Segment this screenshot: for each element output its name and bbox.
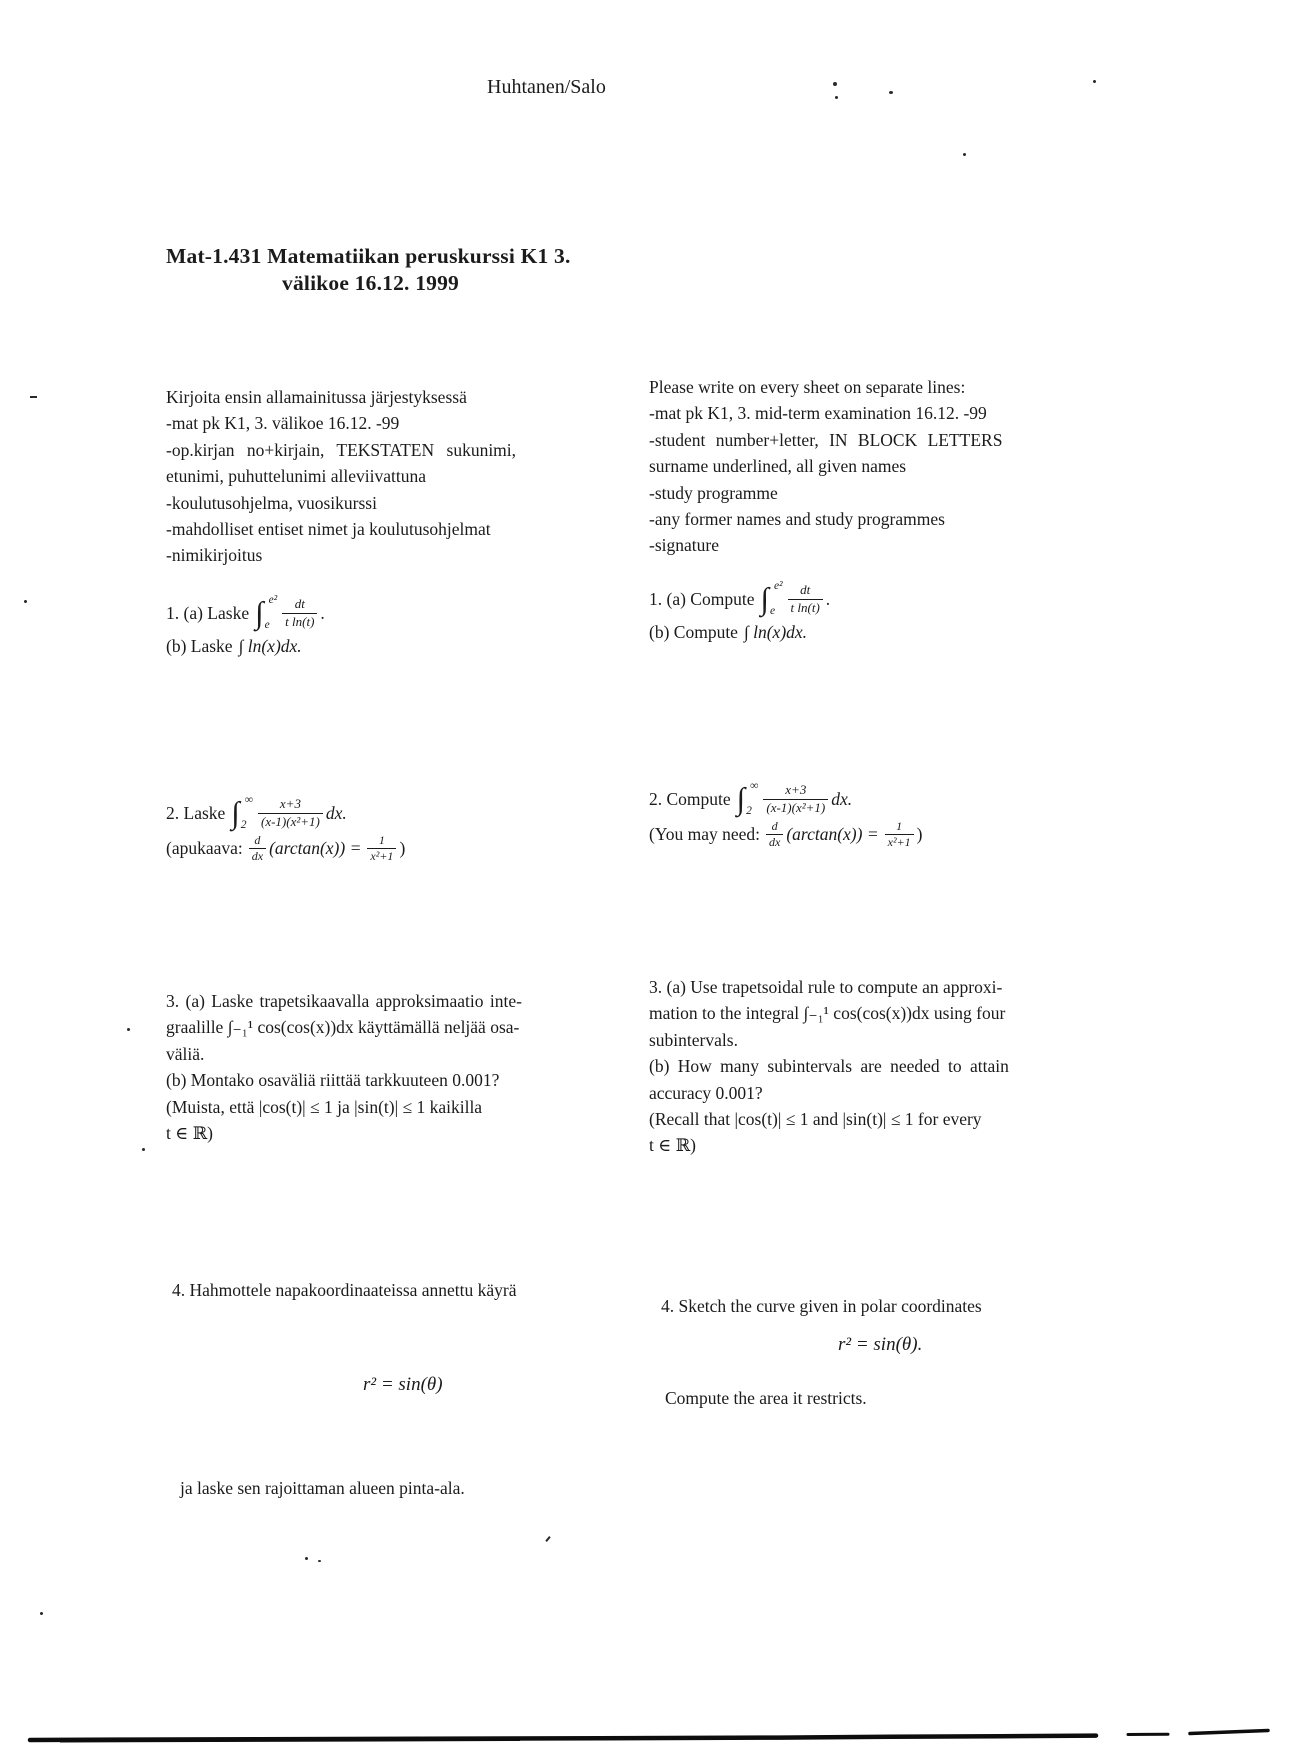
integral-sign: [760, 581, 782, 617]
integral-limits: [770, 581, 783, 617]
scan-speck: [833, 82, 837, 86]
problem-1a-line: [649, 578, 830, 620]
page-header: Huhtanen/Salo: [487, 76, 606, 98]
problem-text: dx.: [325, 802, 347, 823]
integral-glyph: ∫: [255, 595, 264, 630]
problem-2-hint-line: [649, 820, 923, 850]
problem-text: 1. (a) Compute: [649, 588, 755, 609]
problem-text: (apukaava:: [166, 838, 243, 859]
text-line: -signature: [649, 535, 719, 556]
integral-sign: [255, 595, 277, 631]
integral-glyph: ∫: [736, 781, 746, 816]
fraction-denominator: t ln(t): [790, 599, 820, 615]
text-line: Kirjoita ensin allamainitussa järjestyksessä: [166, 387, 467, 407]
problem-1b-line: [649, 622, 830, 643]
integral-sign: [737, 781, 759, 817]
fraction-denominator: (x-1)(x²+1): [766, 799, 826, 815]
problem-4-english-line2: Compute the area it restricts.: [665, 1388, 867, 1408]
instructions-english: [649, 374, 1002, 559]
fraction-denominator: dx: [251, 849, 264, 864]
integral-upper-limit: ∞: [244, 794, 253, 806]
problem-4-finnish-line2: ja laske sen rajoittaman alueen pinta-ala.: [180, 1478, 465, 1498]
fraction: [282, 597, 317, 629]
scan-speck: [889, 91, 893, 94]
fraction: [763, 783, 828, 815]
text-line: Please write on every sheet on separate lines:: [649, 377, 966, 397]
text-line: -mat pk K1, 3. mid-term examination 16.12. -99: [649, 403, 987, 424]
problem-text: dx.: [831, 788, 853, 809]
problem-1b-line: [166, 636, 325, 657]
integral-lower-limit: 2: [240, 819, 247, 831]
integral-lower-limit: e: [264, 619, 270, 631]
integral-limits: [265, 595, 278, 631]
text-line: -study programme: [649, 482, 778, 503]
problem-3-finnish: [166, 988, 522, 1146]
integral-limits: [241, 795, 253, 831]
text-line: accuracy 0.001?: [649, 1082, 763, 1103]
integral-sign: [231, 795, 253, 831]
text-line: graalille ∫₋₁¹ cos(cos(x))dx käyttämällä neljää osa-: [166, 1017, 520, 1038]
inline-formula: (arctan(x)) =: [269, 838, 362, 859]
text-line: -student number+letter, IN BLOCK LETTERS: [649, 429, 1003, 450]
problem-1-finnish: [166, 592, 325, 657]
integral-upper-limit: e²: [773, 580, 783, 592]
fraction-numerator: x+3: [763, 783, 828, 800]
problem-text: 2. Compute: [649, 788, 731, 809]
fraction-denominator: x²+1: [370, 849, 394, 864]
problem-2-line: [166, 793, 405, 833]
scan-speck: [24, 600, 27, 603]
fraction-denominator: x²+1: [887, 835, 911, 850]
instructions-finnish: [166, 384, 516, 569]
problem-4-english-line1: 4. Sketch the curve given in polar coordinates: [661, 1296, 982, 1316]
fraction-numerator: dt: [788, 583, 823, 600]
integral-upper-limit: ∞: [750, 780, 759, 792]
scan-speck: [545, 1536, 550, 1542]
text-line: (Recall that |cos(t)| ≤ 1 and |sin(t)| ≤ 1 for every: [649, 1109, 982, 1130]
integral-glyph: ∫: [231, 795, 240, 830]
integral-upper-limit: e²: [268, 594, 278, 606]
problem-1-english: [649, 578, 830, 643]
problem-text: (b) Laske: [166, 636, 233, 656]
scan-speck: [835, 96, 838, 99]
text-line: -koulutusohjelma, vuosikurssi: [166, 492, 377, 513]
text-line: (Muista, että |cos(t)| ≤ 1 ja |sin(t)| ≤ 1 kaikilla: [166, 1096, 483, 1117]
scan-speck: [142, 1148, 145, 1151]
inline-formula: ∫ ln(x)dx.: [743, 622, 808, 642]
scan-speck: [30, 396, 37, 398]
exam-title-line2: välikoe 16.12. 1999: [282, 271, 459, 295]
problem-2-english: [649, 779, 923, 850]
integral-limits: [746, 781, 758, 817]
text-line: 3. (a) Use trapetsoidal rule to compute an approxi-: [649, 977, 1003, 997]
problem-text: .: [320, 602, 325, 623]
problem-4-english-formula: r² = sin(θ).: [838, 1334, 923, 1355]
text-line: mation to the integral ∫₋₁¹ cos(cos(x))dx using four: [649, 1003, 1006, 1024]
fraction-denominator: t ln(t): [285, 613, 315, 629]
text-line: (b) Montako osaväliä riittää tarkkuuteen 0.001?: [166, 1070, 500, 1091]
text-line: väliä.: [166, 1043, 205, 1064]
text-line: etunimi, puhuttelunimi alleviivattuna: [166, 466, 427, 487]
exam-title: [166, 243, 571, 297]
text-line: subintervals.: [649, 1029, 738, 1050]
fraction-numerator: 1: [885, 820, 914, 835]
scan-artifact-bottom-line: [0, 1724, 1296, 1748]
scan-speck: [963, 153, 966, 156]
problem-text: .: [825, 588, 831, 609]
fraction-denominator: dx: [769, 835, 781, 850]
scan-speck: [40, 1612, 43, 1615]
scan-speck: [127, 1028, 130, 1031]
scan-speck: [1093, 80, 1096, 83]
scan-speck: [318, 1560, 321, 1562]
fraction-numerator: dt: [282, 597, 317, 614]
exam-title-line1: Mat-1.431 Matematiikan peruskurssi K1 3.: [166, 244, 571, 268]
problem-4-finnish-line1: 4. Hahmottele napakoordinaateissa annettu käyrä: [172, 1280, 517, 1300]
text-line: t ∈ ℝ): [166, 1123, 213, 1144]
text-line: (b) How many subintervals are needed to attain: [649, 1056, 1009, 1077]
fraction-numerator: d: [766, 820, 783, 835]
problem-2-hint-line: [166, 834, 405, 864]
problem-text: (b) Compute: [649, 622, 738, 642]
problem-text: 1. (a) Laske: [166, 602, 250, 623]
fraction-numerator: 1: [367, 834, 396, 849]
integral-glyph: ∫: [760, 581, 769, 616]
problem-2-line: [649, 779, 923, 819]
fraction-numerator: d: [249, 834, 266, 849]
problem-3-english: [649, 974, 1009, 1159]
fraction: [258, 797, 323, 829]
fraction: [367, 834, 396, 864]
text-line: t ∈ ℝ): [649, 1135, 696, 1156]
problem-1a-line: [166, 592, 325, 634]
fraction-numerator: x+3: [258, 797, 323, 814]
integral-lower-limit: 2: [746, 805, 752, 817]
fraction: [766, 820, 783, 850]
problem-text: ): [916, 824, 923, 845]
fraction: [249, 834, 266, 864]
scan-speck: [305, 1557, 308, 1560]
text-line: -mahdolliset entiset nimet ja koulutusohjelmat: [166, 519, 491, 540]
text-line: -mat pk K1, 3. välikoe 16.12. -99: [166, 413, 400, 434]
problem-text: ): [399, 838, 406, 859]
fraction: [885, 820, 914, 850]
text-line: -op.kirjan no+kirjain, TEKSTATEN sukunimi,: [166, 439, 517, 460]
problem-text: (You may need:: [649, 824, 760, 845]
inline-formula: (arctan(x)) =: [786, 824, 879, 845]
inline-formula: ∫ ln(x)dx.: [238, 636, 302, 656]
fraction-denominator: (x-1)(x²+1): [261, 813, 320, 829]
text-line: surname underlined, all given names: [649, 456, 907, 477]
problem-text: 2. Laske: [166, 802, 226, 823]
text-line: -nimikirjoitus: [166, 545, 263, 566]
problem-2-finnish: [166, 793, 405, 864]
text-line: 3. (a) Laske trapetsikaavalla approksimaatio inte-: [166, 991, 522, 1011]
fraction: [788, 583, 823, 615]
problem-4-finnish-formula: r² = sin(θ): [363, 1374, 443, 1395]
text-line: -any former names and study programmes: [649, 509, 945, 530]
integral-lower-limit: e: [769, 605, 776, 617]
